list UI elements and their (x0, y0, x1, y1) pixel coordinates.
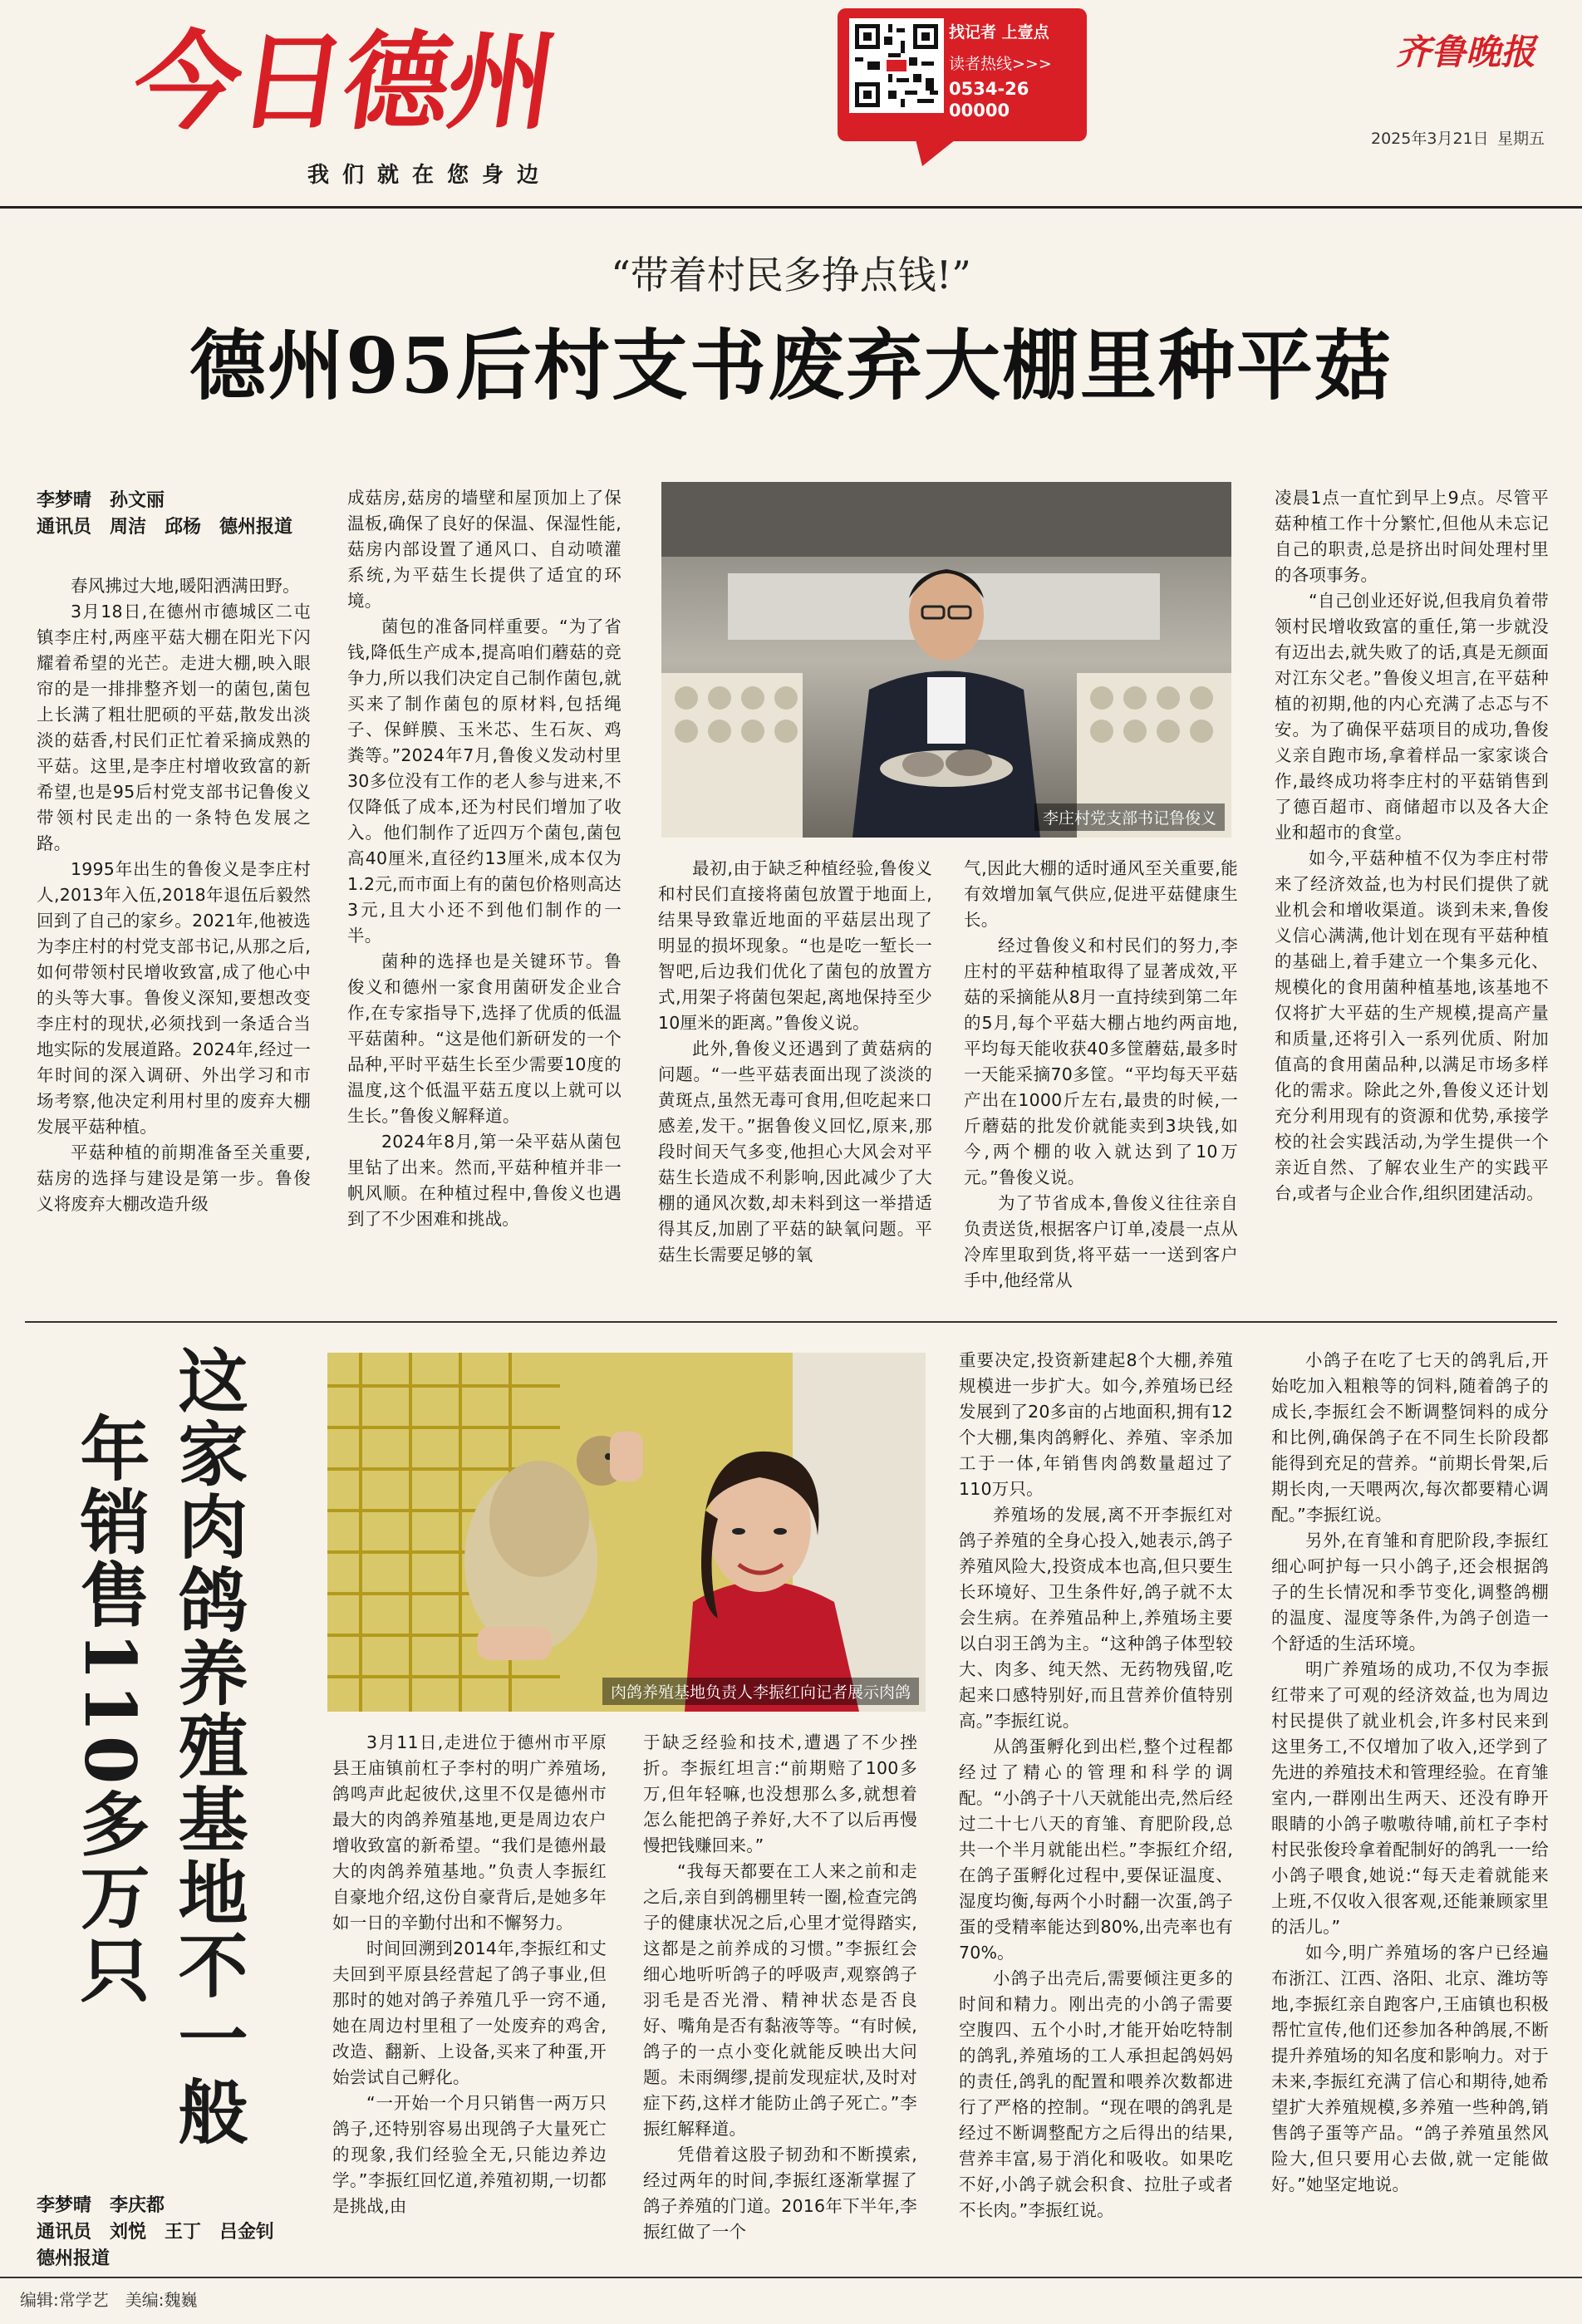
paragraph: 菌包的准备同样重要。“为了省钱,降低生产成本,提高咱们蘑菇的竞争力,所以我们决定自己制作菌包,就买来了制作菌包的原材料,包括绳子、保鲜膜、玉米芯、生石灰、鸡粪等。”2024年7月,鲁俊义发动村里30多位没有工作的老人参与进来,不仅降低了成本,还为村民们增加了收入。他们制作了近四万个菌包,菌包高40厘米,直径约13厘米,成本仅为1.2元,而市面上有的菌包价格则高达3元,且大小还不到他们制作的一半。 (347, 617, 622, 946)
paragraph: 最初,由于缺乏种植经验,鲁俊义和村民们直接将菌包放置于地面上,结果导致靠近地面的平菇层出现了明显的损坏现象。“也是吃一堑长一智吧,后边我们优化了菌包的放置方式,用架子将菌包架起,离地保持至少10厘米的距离。”鲁俊义说。 (658, 858, 932, 1033)
issue-weekday: 星期五 (1497, 130, 1545, 148)
qr-code-icon[interactable] (849, 18, 944, 113)
paragraph: 3月18日,在德州市德城区二屯镇李庄村,两座平菇大棚在阳光下闪耀着希望的光芒。走进大棚,映入眼帘的是一排排整齐划一的菌包,菌包上长满了粗壮肥硕的平菇,散发出淡淡的菇香,村民们正忙着采摘成熟的平菇。这里,是李庄村增收致富的新希望,也是95后村党支部书记鲁俊义带领村民走出的一条特色发展之路。 (37, 602, 311, 853)
paragraph: 如今,平菇种植不仅为李庄村带来了经济效益,也为村民们提供了就业机会和增收渠道。谈到未来,鲁俊义信心满满,他计划在现有平菇种植的基础上,着手建立一个集多元化、规模化的食用菌种植基地,该基地不仅将扩大平菇的生产规模,提高产量和质量,还将引入一系列优质、附加值高的食用菌品种,以满足市场多样化的需求。除此之外,鲁俊义还计划充分利用现有的资源和优势,承接学校的社会实践活动,为学生提供一个亲近自然、了解农业生产的实践平台,或者与企业合作,组织团建活动。 (1275, 848, 1549, 1203)
article2-col2 (643, 1730, 917, 2262)
article2-col3 (959, 1348, 1233, 2262)
paragraph: 此外,鲁俊义还遇到了黄菇病的问题。“一些平菇表面出现了淡淡的黄斑点,虽然无毒可食用,但吃起来口感差,发干。”据鲁俊义回忆,原来,那段时间天气多变,他担心大风会对平菇生长造成不利影响,因此减少了大棚的通风次数,却未料到这一举措适得其反,加剧了平菇的缺氧问题。平菇生长需要足够的氧 (658, 1039, 932, 1265)
section-divider (25, 1321, 1557, 1323)
footer-rule (0, 2277, 1582, 2278)
issue-date: 2025年3月21日 (1371, 130, 1489, 148)
article2-byline-3: 德州报道 (37, 2248, 111, 2269)
paragraph: 凭借着这股子韧劲和不断摸索,经过两年的时间,李振红逐渐掌握了鸽子养殖的门道。2016年下半年,李振红做了一个 (643, 2145, 917, 2242)
article1-headline: 德州95后村支书废弃大棚里种平菇 (189, 321, 1393, 410)
article1-photo-caption: 李庄村党支部书记鲁俊义 (1034, 803, 1225, 831)
masthead-title: 今日德州 (125, 21, 563, 145)
footer-editor: 编辑:常学艺 美编:魏巍 (20, 2290, 198, 2310)
article2-col4 (1271, 1348, 1549, 2262)
paragraph: 3月11日,走进位于德州市平原县王庙镇前杠子李村的明广养殖场,鸽鸣声此起彼伏,这里不仅是德州市最大的肉鸽养殖基地,更是周边农户增收致富的新希望。“我们是德州最大的肉鸽养殖基地。”负责人李振红自豪地介绍,这份自豪背后,是她多年如一日的辛勤付出和不懈努力。 (332, 1732, 607, 1933)
paper-name: 齐鲁晚报 (1396, 32, 1536, 72)
article2-headline-line2: 年销售110多万只 (69, 1413, 151, 2007)
article1-col5 (1275, 485, 1549, 1304)
article2-col1 (332, 1730, 607, 2262)
paragraph: 时间回溯到2014年,李振红和丈夫回到平原县经营起了鸽子事业,但那时的她对鸽子养殖几乎一窍不通,她在周边村里租了一处废弃的鸡舍,改造、翻新、上设备,买来了种蛋,开始尝试自己孵化。 (332, 1938, 607, 2087)
article1-col1 (37, 573, 311, 1304)
paragraph: 从鸽蛋孵化到出栏,整个过程都经过了精心的管理和科学的调配。“小鸽子十八天就能出壳,然后经过二十七八天的育雏、育肥阶段,总共一个半月就能出栏。”李振红介绍,在鸽子蛋孵化过程中,要保证温度、湿度均衡,每两个小时翻一次蛋,鸽子蛋的受精率能达到80%,出壳率也有70%。 (959, 1737, 1233, 1963)
masthead-slogan: 我们就在您身边 (307, 163, 553, 188)
paragraph: 小鸽子在吃了七天的鸽乳后,开始吃加入粗粮等的饲料,随着鸽子的成长,李振红会不断调整饲料的成分和比例,确保鸽子在不同生长阶段都能得到充足的营养。“前期长骨架,后期长肉,一天喂两次,每次都要精心调配。”李振红说。 (1271, 1350, 1549, 1525)
article1-byline-1: 李梦晴 孙文丽 (37, 490, 165, 511)
paragraph: 2024年8月,第一朵平菇从菌包里钻了出来。然而,平菇种植并非一帆风顺。在种植过程中,鲁俊义也遇到了不少困难和挑战。 (347, 1132, 622, 1229)
article1-col3 (658, 856, 932, 1304)
paragraph: 气,因此大棚的适时通风至关重要,能有效增加氧气供应,促进平菇健康生长。 (964, 858, 1238, 930)
paragraph: 菌种的选择也是关键环节。鲁俊义和德州一家食用菌研发企业合作,在专家指导下,选择了优质的低温平菇菌种。“这是他们新研发的一个品种,平时平菇生长至少需要10度的温度,这个低温平菇五度以上就可以生长。”鲁俊义解释道。 (347, 951, 622, 1126)
paragraph: 于缺乏经验和技术,遭遇了不少挫折。李振红坦言:“前期赔了100多万,但年轻嘛,也没想那么多,就想着怎么能把鸽子养好,大不了以后再慢慢把钱赚回来。” (643, 1732, 917, 1855)
article2-headline-line1: 这家肉鸽养殖基地不一般 (167, 1344, 249, 2149)
article2-byline-1: 李梦晴 李庆都 (37, 2195, 165, 2216)
hotline-sub: 读者热线>>> (949, 55, 1052, 73)
greenhouse-farmer-image (661, 482, 1231, 838)
paragraph: 春风拂过大地,暖阳洒满田野。 (71, 576, 300, 596)
article1-photo (661, 482, 1231, 838)
paragraph: “自己创业还好说,但我肩负着带领村民增收致富的重任,第一步就没有迈出去,就失败了的话,真是无颜面对江东父老。”鲁俊义坦言,在平菇种植的初期,他的内心充满了忐忑与不安。为了确保平菇项目的成功,鲁俊义亲自跑市场,拿着样品一家家谈合作,最终成功将李庄村的平菇销售到了德百超市、商储超市以及各大企业和超市的食堂。 (1275, 591, 1549, 843)
article2-photo-caption: 肉鸽养殖基地负责人李振红向记者展示肉鸽 (602, 1678, 919, 1705)
paragraph: 经过鲁俊义和村民们的努力,李庄村的平菇种植取得了显著成效,平菇的采摘能从8月一直持续到第二年的5月,每个平菇大棚占地约两亩地,平均每天能收获40多筐蘑菇,最多时一天能采摘70多筐。“平均每天平菇产出在1000斤左右,最贵的时候,一斤蘑菇的批发价就能卖到3块钱,如今,两个棚的收入就达到了10万元。”鲁俊义说。 (964, 936, 1238, 1187)
article1-col4 (964, 856, 1238, 1304)
paragraph: 养殖场的发展,离不开李振红对鸽子养殖的全身心投入,她表示,鸽子养殖风险大,投资成本也高,但只要生长环境好、卫生条件好,鸽子就不太会生病。在养殖品种上,养殖场主要以白羽王鸽为主。“这种鸽子体型较大、肉多、纯天然、无药物残留,吃起来口感特别好,而且营养价值特别高。”李振红说。 (959, 1505, 1233, 1731)
paragraph: “一开始一个月只销售一两万只鸽子,还特别容易出现鸽子大量死亡的现象,我们经验全无,只能边养边学。”李振红回忆道,养殖初期,一切都是挑战,由 (332, 2093, 607, 2216)
paragraph: 凌晨1点一直忙到早上9点。尽管平菇种植工作十分繁忙,但他从未忘记自己的职责,总是挤出时间处理村里的各项事务。 (1275, 488, 1549, 585)
paragraph: 另外,在育雏和育肥阶段,李振红细心呵护每一只小鸽子,还会根据鸽子的生长情况和季节变化,调整鸽棚的温度、湿度等条件,为鸽子创造一个舒适的生活环境。 (1271, 1530, 1549, 1653)
paragraph: 1995年出生的鲁俊义是李庄村人,2013年入伍,2018年退伍后毅然回到了自己的家乡。2021年,他被选为李庄村的村党支部书记,从那之后,如何带领村民增收致富,成了他心中的头等大事。鲁俊义深知,要想改变李庄村的现状,必须找到一条适合当地实际的发展道路。2024年,经过一年时间的深入调研、外出学习和市场考察,他决定利用村里的废弃大棚发展平菇种植。 (37, 859, 311, 1137)
paragraph: 如今,明广养殖场的客户已经遍布浙江、江西、洛阳、北京、潍坊等地,李振红亲自跑客户,王庙镇也积极帮忙宣传,他们还参加各种鸽展,不断提升养殖场的知名度和影响力。对于未来,李振红充满了信心和期待,她希望扩大养殖规模,多养殖一些种鸽,销售鸽子蛋等产品。“鸽子养殖虽然风险大,但只要用心去做,就一定能做好。”她坚定地说。 (1271, 1943, 1549, 2194)
masthead-rule (0, 206, 1582, 209)
article1-byline-2: 通讯员 周洁 邱杨 德州报道 (37, 517, 293, 538)
paragraph: 成菇房,菇房的墙壁和屋顶加上了保温板,确保了良好的保温、保湿性能,菇房内部设置了通风口、自动喷灌系统,为平菇生长提供了适宜的环境。 (347, 488, 622, 611)
article1-col2 (347, 485, 622, 1304)
paragraph: “我每天都要在工人来之前和走之后,亲自到鸽棚里转一圈,检查完鸽子的健康状况之后,心里才觉得踏实,这都是之前养成的习惯。”李振红会细心地听听鸽子的呼吸声,观察鸽子羽毛是否光滑、精神状态是否良好、嘴角是否有黏液等等。“有时候,鸽子的一点小变化就能反映出大问题。未雨绸缪,提前发现症状,及时对症下药,这样才能防止鸽子死亡。”李振红解释道。 (643, 1861, 917, 2139)
hotline-number: 0534-2600000 (949, 79, 1029, 120)
paragraph: 小鸽子出壳后,需要倾注更多的时间和精力。刚出壳的小鸽子需要空腹四、五个小时,才能开始吃特制的鸽乳,养殖场的工人承担起鸽妈妈的责任,鸽乳的配置和喂养次数都进行了严格的控制。“现在喂的鸽乳是经过不断调整配方之后得出的结果,营养丰富,易于消化和吸收。如果吃不好,小鸽子就会积食、拉肚子或者不长肉。”李振红说。 (959, 1968, 1233, 2220)
hotline-label: 找记者 上壹点 (949, 23, 1049, 42)
badge-tail-icon (914, 133, 964, 166)
article2-byline-2: 通讯员 刘悦 王丁 吕金钊 (37, 2222, 275, 2243)
masthead (0, 0, 1582, 208)
paragraph: 重要决定,投资新建起8个大棚,养殖规模进一步扩大。如今,养殖场已经发展到了20多亩的占地面积,拥有12个大棚,集肉鸽孵化、养殖、宰杀加工于一体,年销售肉鸽数量超过了110万只。 (959, 1350, 1233, 1499)
paragraph: 为了节省成本,鲁俊义往往亲自负责送货,根据客户订单,凌晨一点从冷库里取到货,将平菇一一送到客户手中,他经常从 (964, 1193, 1238, 1290)
paragraph: 平菇种植的前期准备至关重要,菇房的选择与建设是第一步。鲁俊义将废弃大棚改造升级 (37, 1142, 311, 1214)
pigeon-farmer-image (327, 1353, 926, 1712)
article2-photo (327, 1353, 926, 1712)
paragraph: 明广养殖场的成功,不仅为李振红带来了可观的经济效益,也为周边村民提供了就业机会,许多村民来到这里务工,不仅增加了收入,还学到了先进的养殖技术和管理经验。在育雏室内,一群刚出生两天、还没有睁开眼睛的小鸽子嗷嗷待哺,前杠子李村村民张俊玲拿着配制好的鸽乳一一给小鸽子喂食,她说:“每天走着就能来上班,不仅收入很客观,还能兼顾家里的活儿。” (1271, 1659, 1549, 1937)
article1-kicker: “带着村民多挣点钱!” (611, 253, 971, 297)
